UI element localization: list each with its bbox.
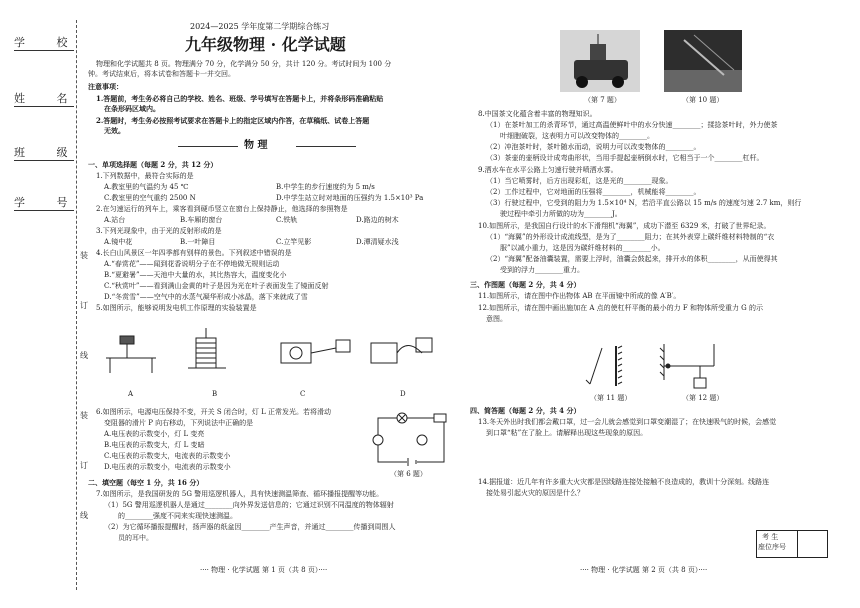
section-heading: 二、填空题（每空 1 分，共 16 分） [88,478,204,487]
name-field-line [14,106,74,107]
cut-mark: 线 [80,511,88,520]
question-part: 服”以减小重力，这是因为碳纤维材料的________小。 [500,244,665,252]
figure-caption: （第 10 题） [682,96,724,104]
note-2: 2.答题时，考生务必按照考试要求在答题卡上的指定区域内作答，在草稿纸、试卷上答题 [96,116,370,125]
intro-text: 钟。考试结束后，将本试卷和答题卡一并交回。 [88,70,235,78]
option: B.车厢的窗台 [180,216,223,224]
cut-mark: 线 [80,351,88,360]
question-part: （1）5G 警用巡逻机器人是通过________向外界发送信息的；它通过识别不同温度的物体辐射 [104,501,394,509]
robot-photo [560,30,640,92]
option: D.电压表的示数变小，电流表的示数变小 [104,463,231,471]
question: 14.据报道：近几年有许多重大火灾都是因线路连接处接触不良造成的，教训十分深刻。线路连 [478,478,770,486]
page-title: 九年级物理 · 化学试题 [185,35,346,54]
section-heading: 一、单项选择题（每题 2 分，共 12 分） [88,160,218,169]
question-part: （3）行驶过程中，它受到的阻力为 1.5×10⁴ N，若沿平直公路以 15 m/s 的速度匀速 2.7 km，则行 [486,199,802,207]
figure-label: B [212,390,218,398]
option: C.电压表的示数变大，电流表的示数变小 [104,452,231,460]
option: A.电压表的示数变小，灯 L 变亮 [104,430,205,438]
question-part: （1）当它喷雾时，后方出现彩虹，这是光的________现象。 [486,177,673,185]
cut-mark: 装 [80,251,88,260]
school-field-line [14,50,74,51]
option: D.潭清疑水浅 [356,238,399,246]
option: B.中学生的步行速度约为 5 m/s [276,183,375,191]
question: 3.下列光现象中，由于光的反射形成的是 [96,227,222,235]
option: A.“春赏花”——闻到花香说明分子在不停地做无规则运动 [104,260,280,268]
question: 8.中国茶文化蕴含着丰富的物理知识。 [478,110,597,118]
option: A.教室里的气温约为 45 ℃ [104,183,189,191]
seat-label: 座位序号 [758,543,786,551]
question-part: （2）冲泡茶叶时，茶叶随水而动，说明力可以改变物体的________。 [486,143,701,151]
mirror-figure-11 [580,340,640,390]
question-part: （2）为它循环播报提醒时，扬声器的纸盆因________产生声音，并通过________传播到周围人 [104,523,396,531]
question: 意图。 [486,315,507,323]
section-heading: 四、简答题（每题 2 分，共 4 分） [470,406,581,415]
year-line: 2024—2025 学年度第二学期综合练习 [190,22,330,31]
cut-mark: 装 [80,411,88,420]
circuit-figure-6 [372,410,452,470]
notes-title: 注意事项： [88,82,123,91]
section-divider [296,146,356,147]
figure-label: C [300,390,306,398]
seat-divider [797,531,798,557]
class-field-line [14,160,74,161]
question: 7.如图所示，是我国研发的 5G 警用巡逻机器人，具有快速测温筛查、循环播报提醒等功能。 [96,490,384,498]
question: 11.如图所示，请在图中作出物体 AB 在平面镜中所成的像 A′B′。 [478,292,681,300]
question: 到口罩“粘”在了脸上。请解释出现这些现象的原因。 [486,429,648,437]
question-part: 员的耳中。 [118,534,153,542]
figure-caption: （第 12 题） [682,394,724,402]
page-footer: ···· 物理 · 化学试题 第 2 页（共 8 页）···· [580,566,708,574]
option: D.“冬赏雪”——空气中的水蒸气凝华形成小冰晶，落下来就成了雪 [104,293,308,301]
apparatus-c-icon [281,340,350,363]
binding-cut-line [76,20,78,590]
question-part: 驶过程中牵引力所做的功为________J。 [500,210,622,218]
id-field-line [14,210,74,211]
underwater-glider-icon [664,30,742,92]
lever-figure-12 [660,340,730,392]
apparatus-b-icon [188,328,226,368]
question: 9.洒水车在水平公路上匀速行驶并喷洒水雾。 [478,166,618,174]
question-part: （2）工作过程中，它对地面的压强将________，机械能将________。 [486,188,701,196]
figure-caption: （第 6 题） [390,470,427,478]
question: 接处易引起火灾的原因是什么？ [486,489,584,497]
question-part: （1）“海翼”的外形设计成流线型，是为了________阻力；在其外表穿上碳纤维材料特制的“衣 [486,233,775,241]
option: B.电压表的示数变大，灯 L 变暗 [104,441,205,449]
question-part: （3）茶壶的壶柄设计成弯曲形状，当用手提起壶柄倒水时，它相当于一个________杠杆。 [486,154,764,162]
intro-text: 物理和化学试题共 8 页。物理满分 70 分，化学满分 50 分，共计 120 分。考试时间为 100 分 [96,60,392,68]
question: 13.冬天外出时我们都会戴口罩，过一会儿就会感觉到口罩变潮湿了；在快速吸气的时候，会感觉 [478,418,777,426]
option: A.站台 [104,216,126,224]
question-part: （2）“海翼”配备油囊装置，需要上浮时，油囊会鼓起来，排开水的体积________，从而使得其 [486,255,778,263]
option: A.镜中花 [104,238,133,246]
apparatus-d-icon [371,338,432,363]
section-heading: 三、作图题（每题 2 分，共 4 分） [470,280,581,289]
option: D.中学生站立时对地面的压强约为 1.5×10³ Pa [276,194,424,202]
question: 变阻器的滑片 P 向右移动，下列说法中正确的是 [104,419,254,427]
seat-label: 考 生 [762,533,779,541]
figure-5 [96,318,436,388]
section-divider [178,146,238,147]
question: 6.如图所示，电源电压保持不变，开关 S 闭合时，灯 L 正常发光。若将滑动 [96,408,332,416]
note-1: 在条形码区域内。 [104,104,160,113]
question: 2.在匀速运行的列车上，乘客看到硬币竖立在窗台上保持静止，他选择的参照物是 [96,205,348,213]
question-part: 的________强度不同来实现快速测温。 [118,512,237,520]
class-field-label: 班 级 [14,146,82,159]
school-field-label: 学 校 [14,36,82,49]
cut-mark: 订 [80,461,88,470]
id-field-label: 学 号 [14,196,82,209]
figure-caption: （第 11 题） [590,394,632,402]
question: 12.如图所示，请在图中画出施加在 A 点的使杠杆平衡的最小的力 F 和物体所受重力 G 的示 [478,304,763,312]
option: C.教室里的空气重约 2500 N [104,194,196,202]
option: C.立竿见影 [276,238,312,246]
question: 5.如图所示，能够说明发电机工作原理的实验装置是 [96,304,257,312]
question-part: 叶细胞破裂，这表明力可以改变物体的________。 [500,132,654,140]
option: C.“秋赏叶”——看到满山金黄的叶子是因为光在叶子表面发生了镜面反射 [104,282,329,290]
name-field-label: 姓 名 [14,92,82,105]
option: D.路边的树木 [356,216,399,224]
page-footer: ···· 物理 · 化学试题 第 1 页（共 8 页）···· [200,566,328,574]
question: 10.如图所示，是我国自行设计的水下滑翔机“海翼”，成功下潜至 6329 米，打破了世界纪录。 [478,222,771,230]
option: B.“夏避暑”——天池中大量的水，其比热容大，温度变化小 [104,271,287,279]
question: 1.下列数据中，最符合实际的是 [96,172,194,180]
option: B.一叶障目 [180,238,216,246]
option: C.铁轨 [276,216,298,224]
binding-strip [0,0,88,608]
question: 4.长白山风景区一年四季都有别样的景色。下列叙述中错误的是 [96,249,292,257]
cut-mark: 订 [80,301,88,310]
question-part: 受到的浮力________重力。 [500,266,584,274]
note-2: 无效。 [104,126,125,135]
glider-photo [664,30,742,92]
note-1: 1.答题前，考生务必将自己的学校、姓名、班级、学号填写在答题卡上，并将条形码准确粘贴 [96,94,384,103]
figure-label: A [128,390,134,398]
robot-icon [560,30,640,92]
section-title: 物 理 [244,140,268,151]
question-part: （1）在茶叶加工的杀青环节，通过高温使鲜叶中的水分快速________；揉捻茶叶时，外力使茶 [486,121,778,129]
figure-caption: （第 7 题） [584,96,621,104]
figure-label: D [400,390,406,398]
apparatus-a-icon [106,336,156,373]
